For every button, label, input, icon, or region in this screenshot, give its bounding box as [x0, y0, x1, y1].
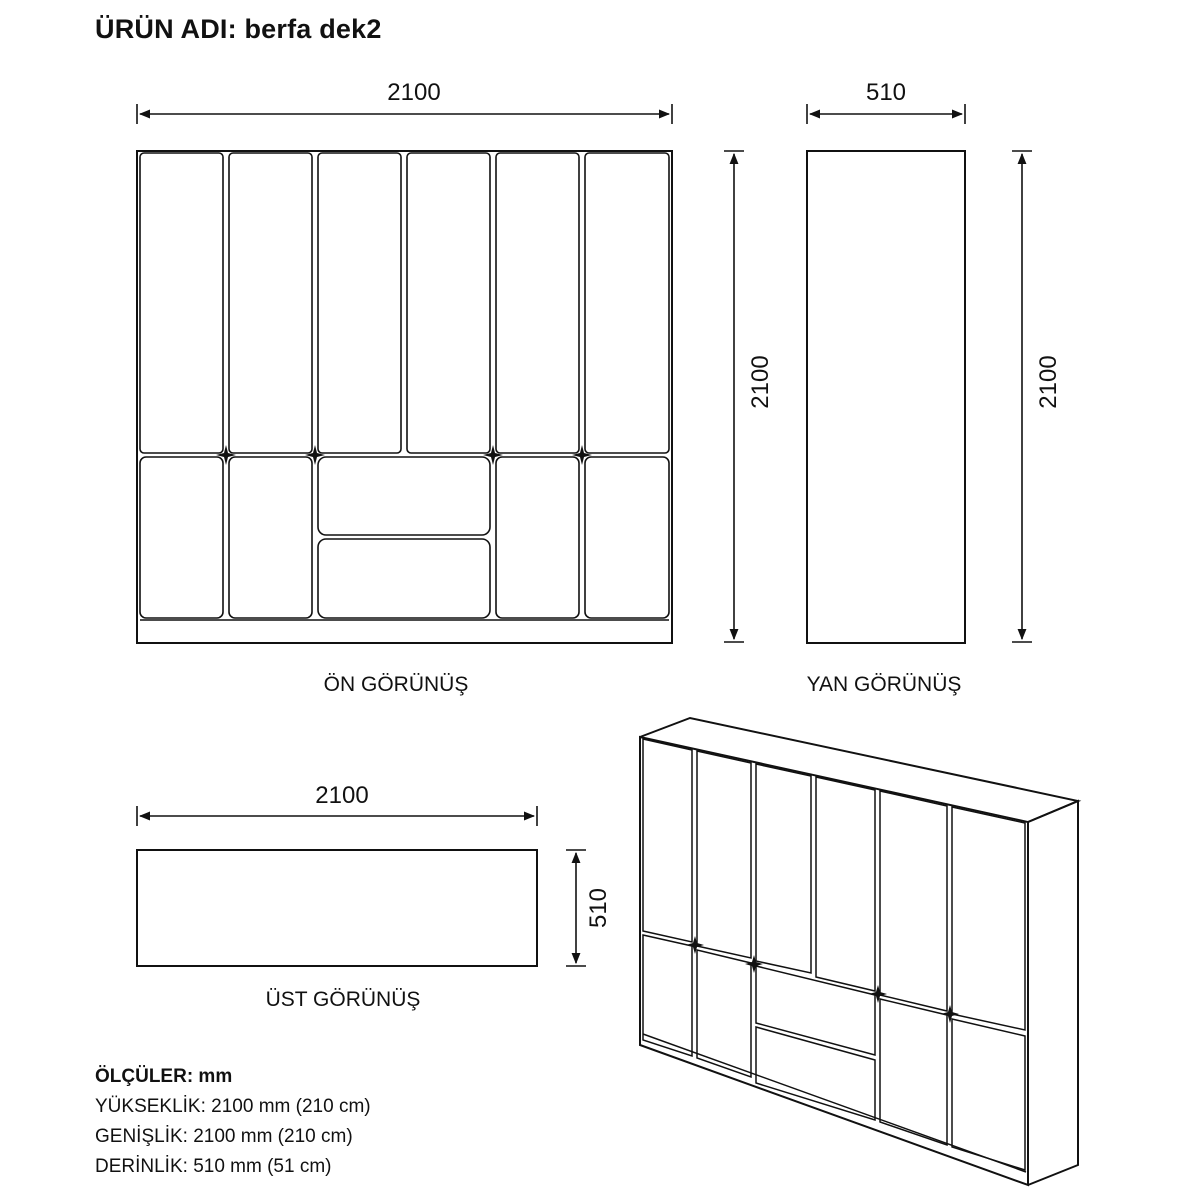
top-width-label: 2100 — [315, 782, 369, 809]
knob-star-icon — [572, 445, 592, 465]
front-upper-door-5 — [496, 153, 579, 453]
persp-side-face — [1028, 801, 1078, 1185]
front-knobs — [216, 445, 592, 465]
front-cabinet-outline — [137, 151, 672, 643]
front-height-label: 2100 — [747, 355, 774, 409]
perspective-view — [640, 718, 1078, 1185]
persp-drawer-bottom — [756, 1027, 875, 1120]
side-view-label: YAN GÖRÜNÜŞ — [806, 673, 962, 696]
top-view — [137, 806, 586, 966]
specs-width: GENİŞLİK: 2100 mm (210 cm) — [95, 1126, 353, 1147]
front-upper-door-6 — [585, 153, 669, 453]
front-lower-door-4 — [585, 457, 669, 618]
side-width-label: 510 — [865, 79, 907, 106]
top-width-dimension — [137, 806, 537, 826]
persp-lower-door-1 — [643, 935, 692, 1056]
persp-plinth-line — [643, 1034, 1026, 1172]
persp-upper-door-4 — [816, 777, 875, 991]
front-width-label: 2100 — [387, 79, 441, 106]
specs-heading: ÖLÇÜLER: mm — [95, 1066, 233, 1087]
knob-star-icon — [305, 445, 325, 465]
front-drawer-bottom — [318, 539, 490, 618]
side-view — [807, 104, 1032, 643]
knob-star-icon — [483, 445, 503, 465]
dimensions-specs — [95, 1062, 371, 1182]
top-depth-label: 510 — [585, 887, 612, 929]
persp-drawer-top — [756, 966, 875, 1055]
side-cabinet-outline — [807, 151, 965, 643]
front-lower-door-3 — [496, 457, 579, 618]
persp-upper-door-3 — [756, 764, 811, 973]
product-title: ÜRÜN ADI: berfa dek2 — [95, 14, 382, 44]
knob-star-icon — [216, 445, 236, 465]
persp-upper-door-2 — [697, 751, 751, 958]
front-lower-door-2 — [229, 457, 312, 618]
persp-lower-door-2 — [697, 950, 751, 1077]
side-width-dimension — [807, 104, 965, 124]
specs-height: YÜKSEKLİK: 2100 mm (210 cm) — [95, 1096, 371, 1117]
front-width-dimension — [137, 104, 672, 124]
front-lower-door-1 — [140, 457, 223, 618]
front-height-dimension — [724, 151, 744, 642]
top-view-label: ÜST GÖRÜNÜŞ — [265, 988, 421, 1011]
persp-front-face — [640, 737, 1028, 1185]
side-height-label: 2100 — [1035, 355, 1062, 409]
top-cabinet-outline — [137, 850, 537, 966]
persp-knobs — [686, 936, 959, 1023]
specs-depth: DERİNLİK: 510 mm (51 cm) — [95, 1156, 332, 1177]
front-upper-door-3 — [318, 153, 401, 453]
front-view — [137, 104, 744, 643]
side-height-dimension — [1012, 151, 1032, 642]
persp-upper-door-5 — [880, 791, 947, 1011]
front-upper-door-4 — [407, 153, 490, 453]
persp-lower-door-4 — [952, 1019, 1025, 1170]
persp-upper-door-1 — [643, 739, 692, 942]
front-upper-door-1 — [140, 153, 223, 453]
persp-top-face — [640, 718, 1078, 822]
front-upper-door-2 — [229, 153, 312, 453]
front-view-label: ÖN GÖRÜNÜŞ — [323, 673, 469, 696]
top-depth-dimension — [566, 850, 586, 966]
front-drawer-top — [318, 457, 490, 535]
persp-upper-door-6 — [952, 807, 1025, 1030]
